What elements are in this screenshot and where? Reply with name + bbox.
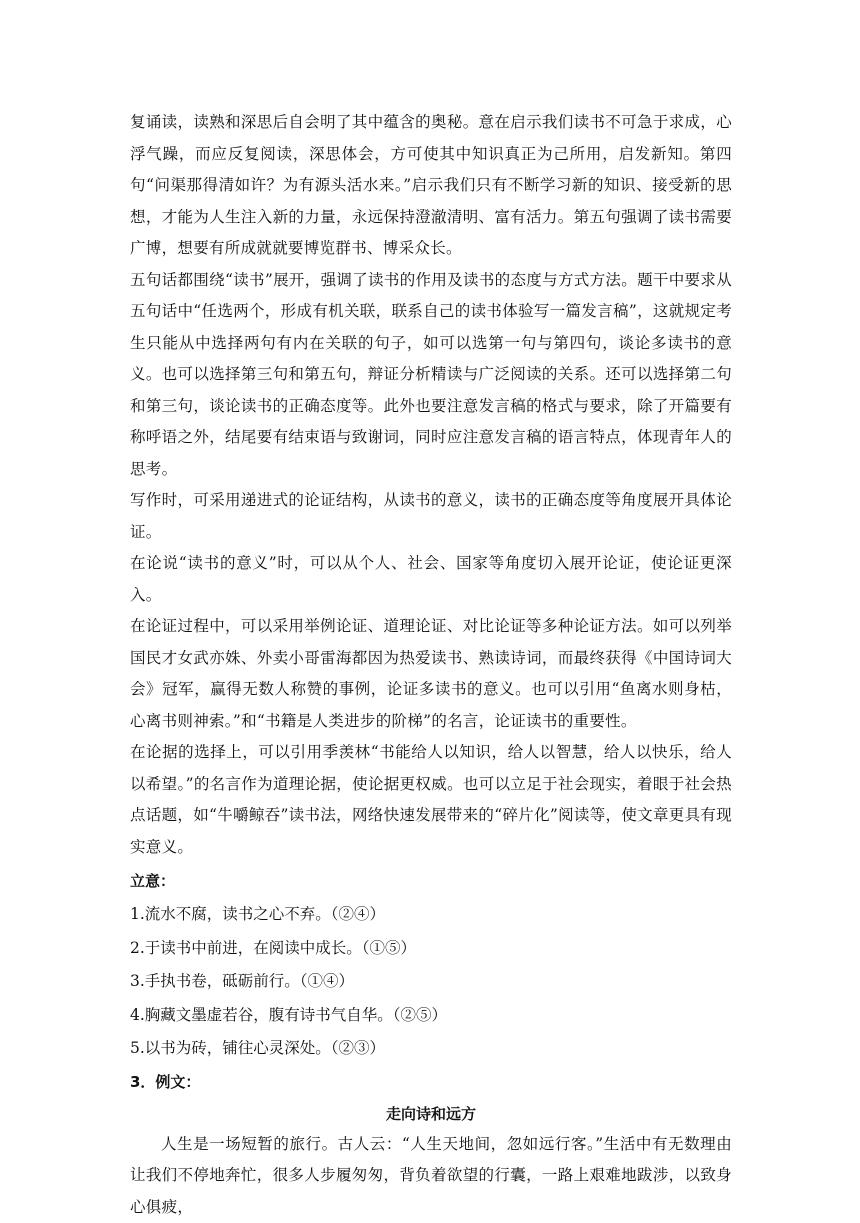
theme-item-4: 4.胸藏文墨虚若谷，腹有诗书气自华。（②⑤） — [130, 999, 732, 1033]
example-heading: 3．例文： — [130, 1066, 732, 1099]
theme-heading: 立意： — [130, 865, 732, 898]
analysis-paragraph-6: 在论据的选择上，可以引用季羡林“书能给人以知识，给人以智慧，给人以快乐，给人以希望。”的名言作为道理论据，使论据更权威。也可以立足于社会现实，着眼于社会热点话题，如“牛嚼鲸吞”读书法，网络快速发展带来的“碎片化”阅读等，使文章更具有现实意义。 — [130, 737, 732, 863]
analysis-paragraph-1: 复诵读，读熟和深思后自会明了其中蕴含的奥秘。意在启示我们读书不可急于求成，心浮气躁，而应反复阅读，深思体会，方可使其中知识真正为己所用，启发新知。第四句“问渠那得清如许？为有源头活水来。”启示我们只有不断学习新的知识、接受新的思想，才能为人生注入新的力量，永远保持澄澈清明、富有活力。第五句强调了读书需要广博，想要有所成就就要博览群书、博采众长。 — [130, 107, 732, 265]
theme-item-2: 2.于读书中前进，在阅读中成长。（①⑤） — [130, 932, 732, 966]
analysis-paragraph-3: 写作时，可采用递进式的论证结构，从读书的意义，读书的正确态度等角度展开具体论证。 — [130, 485, 732, 548]
essay-paragraph-1: 人生是一场短暂的旅行。古人云：“人生天地间，忽如远行客。”生活中有无数理由让我们不停地奔忙，很多人步履匆匆，背负着欲望的行囊，一路上艰难地跋涉，以致身心俱疲， — [130, 1129, 732, 1223]
theme-item-3: 3.手执书卷，砥砺前行。（①④） — [130, 965, 732, 999]
analysis-paragraph-2: 五句话都围绕“读书”展开，强调了读书的作用及读书的态度与方式方法。题干中要求从五句话中“任选两个，形成有机关联，联系自己的读书体验写一篇发言稿”，这就规定考生只能从中选择两句有内在关联的句子，如可以选第一句与第四句，谈论多读书的意义。也可以选择第三句和第五句，辩证分析精读与广泛阅读的关系。还可以选择第二句和第三句，谈论读书的正确态度等。此外也要注意发言稿的格式与要求，除了开篇要有称呼语之外，结尾要有结束语与致谢词，同时应注意发言稿的语言特点，体现青年人的思考。 — [130, 265, 732, 486]
theme-item-5: 5.以书为砖，铺往心灵深处。（②③） — [130, 1032, 732, 1066]
analysis-paragraph-4: 在论说“读书的意义”时，可以从个人、社会、国家等角度切入展开论证，使论证更深入。 — [130, 548, 732, 611]
essay-title: 走向诗和远方 — [130, 1099, 732, 1129]
theme-item-1: 1.流水不腐，读书之心不弃。（②④） — [130, 898, 732, 932]
analysis-paragraph-5: 在论证过程中，可以采用举例论证、道理论证、对比论证等多种论证方法。如可以列举国民才女武亦姝、外卖小哥雷海都因为热爱读书、熟读诗词，而最终获得《中国诗词大会》冠军，赢得无数人称赞的事例，论证多读书的意义。也可以引用“鱼离水则身枯，心离书则神索。”和“书籍是人类进步的阶梯”的名言，论证读书的重要性。 — [130, 611, 732, 737]
